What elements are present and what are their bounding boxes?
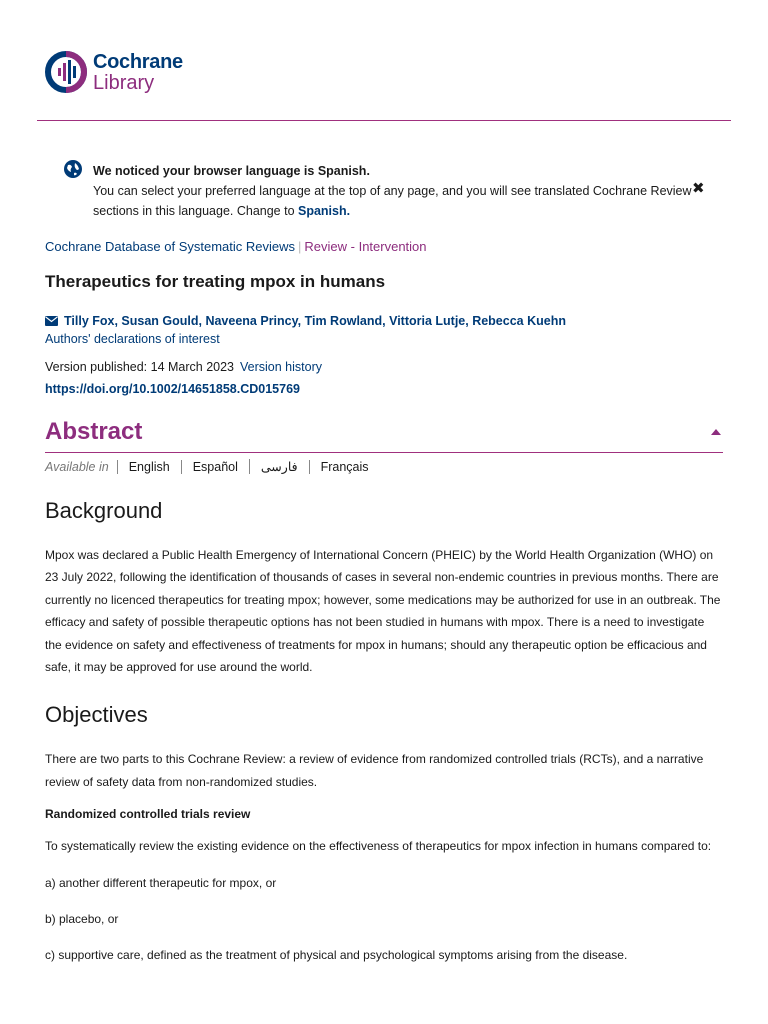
objective-a: a) another different therapeutic for mpox, or bbox=[45, 875, 277, 890]
rct-subheading: Randomized controlled trials review bbox=[45, 807, 251, 822]
language-banner bbox=[0, 141, 768, 221]
objectives-intro: There are two parts to this Cochrane Review: a review of evidence from randomized controlled trials (RCTs), and a narrative review of safety data from non-randomized studies. bbox=[45, 752, 704, 789]
cochrane-logo-icon bbox=[44, 50, 88, 94]
available-in-label: Available in bbox=[45, 459, 109, 474]
language-english[interactable]: English bbox=[117, 460, 181, 474]
version-published: Version published: 14 March 2023 bbox=[45, 360, 235, 374]
breadcrumb-database[interactable]: Cochrane Database of Systematic Reviews bbox=[45, 239, 296, 254]
site-header bbox=[37, 0, 731, 121]
envelope-icon[interactable] bbox=[45, 316, 58, 326]
doi-link[interactable]: https://doi.org/10.1002/14651858.CD015769 bbox=[45, 382, 300, 396]
banner-message bbox=[93, 161, 693, 221]
logo-wordmark-library: Library bbox=[93, 71, 155, 94]
declarations-link[interactable]: Authors' declarations of interest bbox=[45, 332, 220, 346]
version-history-link[interactable]: Version history bbox=[240, 360, 322, 374]
objectives-heading: Objectives bbox=[45, 702, 148, 728]
language-french[interactable]: Français bbox=[309, 460, 380, 474]
logo-wordmark-cochrane: Cochrane bbox=[93, 50, 183, 73]
background-text: Mpox was declared a Public Health Emergency of International Concern (PHEIC) by the World Health Organization (WHO) on 23 July 2022, following the identification of thousands of cases in several non-endemic countries in previous months. There are currently no licenced therapeutics for treating mpox; however, some medications may be authorized for use in an outbreak. The efficacy and safety of possible therapeutic options has not been studied in humans with mpox. There is a need to investigate the evidence on safety and effectiveness of treatments for mpox in humans; should any therapeutic option be efficacious and safe, it may be approved for use around the world. bbox=[45, 548, 721, 675]
objective-c: c) supportive care, defined as the treatment of physical and psychological symptoms arising from the disease. bbox=[45, 948, 628, 963]
breadcrumb-review-type[interactable]: Review - Intervention bbox=[304, 239, 427, 254]
change-to-spanish-link[interactable]: Spanish. bbox=[298, 204, 351, 218]
objectives-aim: To systematically review the existing evidence on the effectiveness of therapeutics for mpox infection in humans compared to: bbox=[45, 839, 712, 854]
abstract-header bbox=[45, 418, 723, 453]
page-title: Therapeutics for treating mpox in humans bbox=[45, 272, 386, 291]
abstract-languages bbox=[45, 459, 723, 474]
abstract-heading: Abstract bbox=[45, 418, 143, 445]
background-heading: Background bbox=[45, 498, 163, 523]
collapse-caret-icon[interactable] bbox=[711, 429, 721, 435]
breadcrumb-separator: | bbox=[298, 239, 302, 254]
close-icon[interactable]: ✖ bbox=[692, 180, 705, 197]
breadcrumb bbox=[45, 239, 723, 254]
authors-line[interactable] bbox=[45, 314, 723, 328]
objective-b: b) placebo, or bbox=[45, 912, 119, 927]
version-info bbox=[45, 360, 723, 374]
language-spanish[interactable]: Español bbox=[181, 460, 249, 474]
banner-title: We noticed your browser language is Spanish. bbox=[93, 164, 370, 178]
authors-list[interactable]: Tilly Fox, Susan Gould, Naveena Princy, Tim Rowland, Vittoria Lutje, Rebecca Kuehn bbox=[64, 314, 566, 328]
language-persian[interactable]: فارسی bbox=[249, 459, 309, 474]
banner-body: You can select your preferred language at the top of any page, and you will see translated Cochrane Review sections in this language. Change to bbox=[93, 184, 692, 218]
globe-icon bbox=[63, 159, 83, 179]
cochrane-logo[interactable] bbox=[44, 50, 183, 94]
